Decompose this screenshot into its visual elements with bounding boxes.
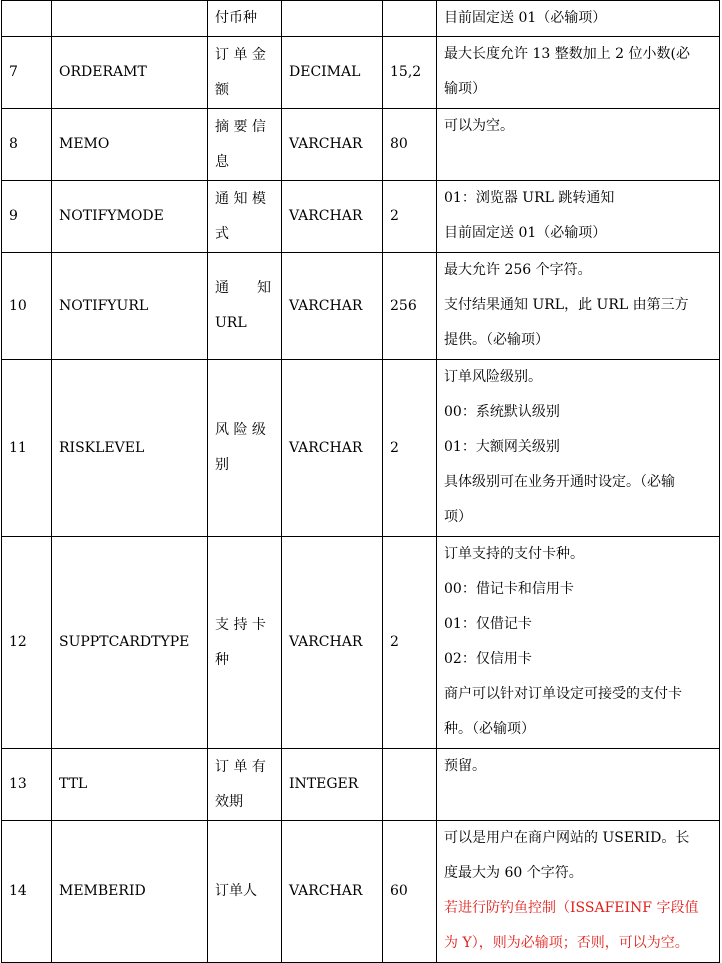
name-line: 通 知 bbox=[215, 280, 271, 296]
cell-type bbox=[282, 1, 383, 37]
cell-field: RISKLEVEL bbox=[52, 360, 208, 537]
table-row bbox=[2, 253, 720, 360]
cell-description bbox=[437, 749, 720, 821]
cell-type: VARCHAR bbox=[282, 109, 383, 181]
name-line: 效期 bbox=[215, 793, 243, 810]
name-line: 风 险 级 bbox=[215, 422, 266, 438]
table-row bbox=[2, 749, 720, 821]
description-line: 可以是用户在商户网站的 USERID。长 bbox=[444, 830, 690, 846]
description-line: 具体级别可在业务开通时设定。（必输 bbox=[444, 474, 675, 490]
cell-description bbox=[437, 1, 720, 37]
name-line: 通 知 模 bbox=[215, 190, 266, 207]
cell-type: INTEGER bbox=[282, 749, 383, 821]
description-line: 02：仅信用卡 bbox=[444, 651, 532, 667]
description-warning-line: 若进行防钓鱼控制（ISSAFEINF 字段值 bbox=[444, 900, 699, 916]
description-line: 种。（必输项） bbox=[444, 721, 535, 737]
description-line: 度最大为 60 个字符。 bbox=[444, 865, 583, 881]
table-row bbox=[2, 37, 720, 109]
cell-description bbox=[437, 181, 720, 253]
table-row bbox=[2, 181, 720, 253]
name-line: URL bbox=[215, 315, 247, 331]
cell-description bbox=[437, 253, 720, 360]
description-warning-line: 为 Y），则为必输项；否则，可以为空。 bbox=[444, 935, 689, 951]
cell-name bbox=[208, 109, 282, 181]
description-line: 可以为空。 bbox=[444, 118, 514, 134]
cell-name bbox=[208, 360, 282, 537]
cell-description bbox=[437, 821, 720, 963]
name-line: 种 bbox=[215, 651, 229, 668]
cell-name: 付币种 bbox=[208, 1, 282, 37]
cell-index: 13 bbox=[2, 749, 52, 821]
cell-name bbox=[208, 537, 282, 749]
cell-length: 2 bbox=[383, 360, 437, 537]
name-line: 息 bbox=[215, 153, 229, 170]
cell-length: 256 bbox=[383, 253, 437, 360]
description-line: 00：系统默认级别 bbox=[444, 404, 560, 420]
cell-index: 7 bbox=[2, 37, 52, 109]
cell-type: VARCHAR bbox=[282, 253, 383, 360]
cell-length: 2 bbox=[383, 537, 437, 749]
cell-type: DECIMAL bbox=[282, 37, 383, 109]
cell-type: VARCHAR bbox=[282, 821, 383, 963]
cell-field: SUPPTCARDTYPE bbox=[52, 537, 208, 749]
cell-field: NOTIFYURL bbox=[52, 253, 208, 360]
cell-index: 12 bbox=[2, 537, 52, 749]
name-line: 订 单 有 bbox=[215, 758, 266, 775]
description-line: 订单支持的支付卡种。 bbox=[444, 546, 584, 562]
cell-length: 60 bbox=[383, 821, 437, 963]
cell-field bbox=[52, 1, 208, 37]
cell-index: 8 bbox=[2, 109, 52, 181]
cell-type: VARCHAR bbox=[282, 537, 383, 749]
description-line: 01：大额网关级别 bbox=[444, 439, 560, 455]
cell-description bbox=[437, 537, 720, 749]
cell-name bbox=[208, 253, 282, 360]
cell-type: VARCHAR bbox=[282, 181, 383, 253]
name-line: 别 bbox=[215, 457, 229, 473]
description-line: 预留。 bbox=[444, 758, 486, 774]
cell-description bbox=[437, 109, 720, 181]
table-row bbox=[2, 821, 720, 963]
cell-index: 11 bbox=[2, 360, 52, 537]
table-row bbox=[2, 537, 720, 749]
cell-index: 10 bbox=[2, 253, 52, 360]
cell-name bbox=[208, 749, 282, 821]
table-row-continued bbox=[2, 1, 720, 37]
field-spec-table bbox=[1, 0, 720, 963]
table-row bbox=[2, 360, 720, 537]
cell-length: 80 bbox=[383, 109, 437, 181]
description-line: 订单风险级别。 bbox=[444, 369, 542, 385]
cell-field: TTL bbox=[52, 749, 208, 821]
cell-index: 14 bbox=[2, 821, 52, 963]
name-line: 额 bbox=[215, 81, 229, 98]
cell-description bbox=[437, 360, 720, 537]
description-line: 输项） bbox=[444, 81, 486, 97]
name-line: 式 bbox=[215, 225, 229, 242]
name-line: 订单人 bbox=[215, 883, 257, 899]
cell-field: ORDERAMT bbox=[52, 37, 208, 109]
name-line: 摘 要 信 bbox=[215, 118, 266, 135]
cell-name bbox=[208, 181, 282, 253]
cell-length bbox=[383, 749, 437, 821]
cell-index: 9 bbox=[2, 181, 52, 253]
cell-field: MEMO bbox=[52, 109, 208, 181]
description-line: 最大长度允许 13 整数加上 2 位小数(必 bbox=[444, 46, 690, 62]
description-line: 01：浏览器 URL 跳转通知 bbox=[444, 190, 615, 206]
cell-name bbox=[208, 37, 282, 109]
cell-name bbox=[208, 821, 282, 963]
description-line: 支付结果通知 URL，此 URL 由第三方 bbox=[444, 297, 689, 313]
description-line: 商户可以针对订单设定可接受的支付卡 bbox=[444, 686, 682, 702]
cell-index bbox=[2, 1, 52, 37]
description-line: 目前固定送 01（必输项） bbox=[444, 10, 607, 26]
name-line: 支 持 卡 bbox=[215, 616, 266, 633]
cell-field: NOTIFYMODE bbox=[52, 181, 208, 253]
cell-description bbox=[437, 37, 720, 109]
cell-field: MEMBERID bbox=[52, 821, 208, 963]
cell-type: VARCHAR bbox=[282, 360, 383, 537]
description-line: 项） bbox=[444, 509, 472, 525]
description-line: 提供。（必输项） bbox=[444, 332, 549, 348]
table-body bbox=[2, 1, 720, 963]
name-line: 订 单 金 bbox=[215, 46, 266, 63]
description-line: 目前固定送 01（必输项） bbox=[444, 225, 607, 241]
cell-length: 15,2 bbox=[383, 37, 437, 109]
cell-length bbox=[383, 1, 437, 37]
cell-length: 2 bbox=[383, 181, 437, 253]
table-row bbox=[2, 109, 720, 181]
description-line: 01：仅借记卡 bbox=[444, 616, 532, 632]
description-line: 00：借记卡和信用卡 bbox=[444, 581, 574, 597]
description-line: 最大允许 256 个字符。 bbox=[444, 262, 592, 278]
